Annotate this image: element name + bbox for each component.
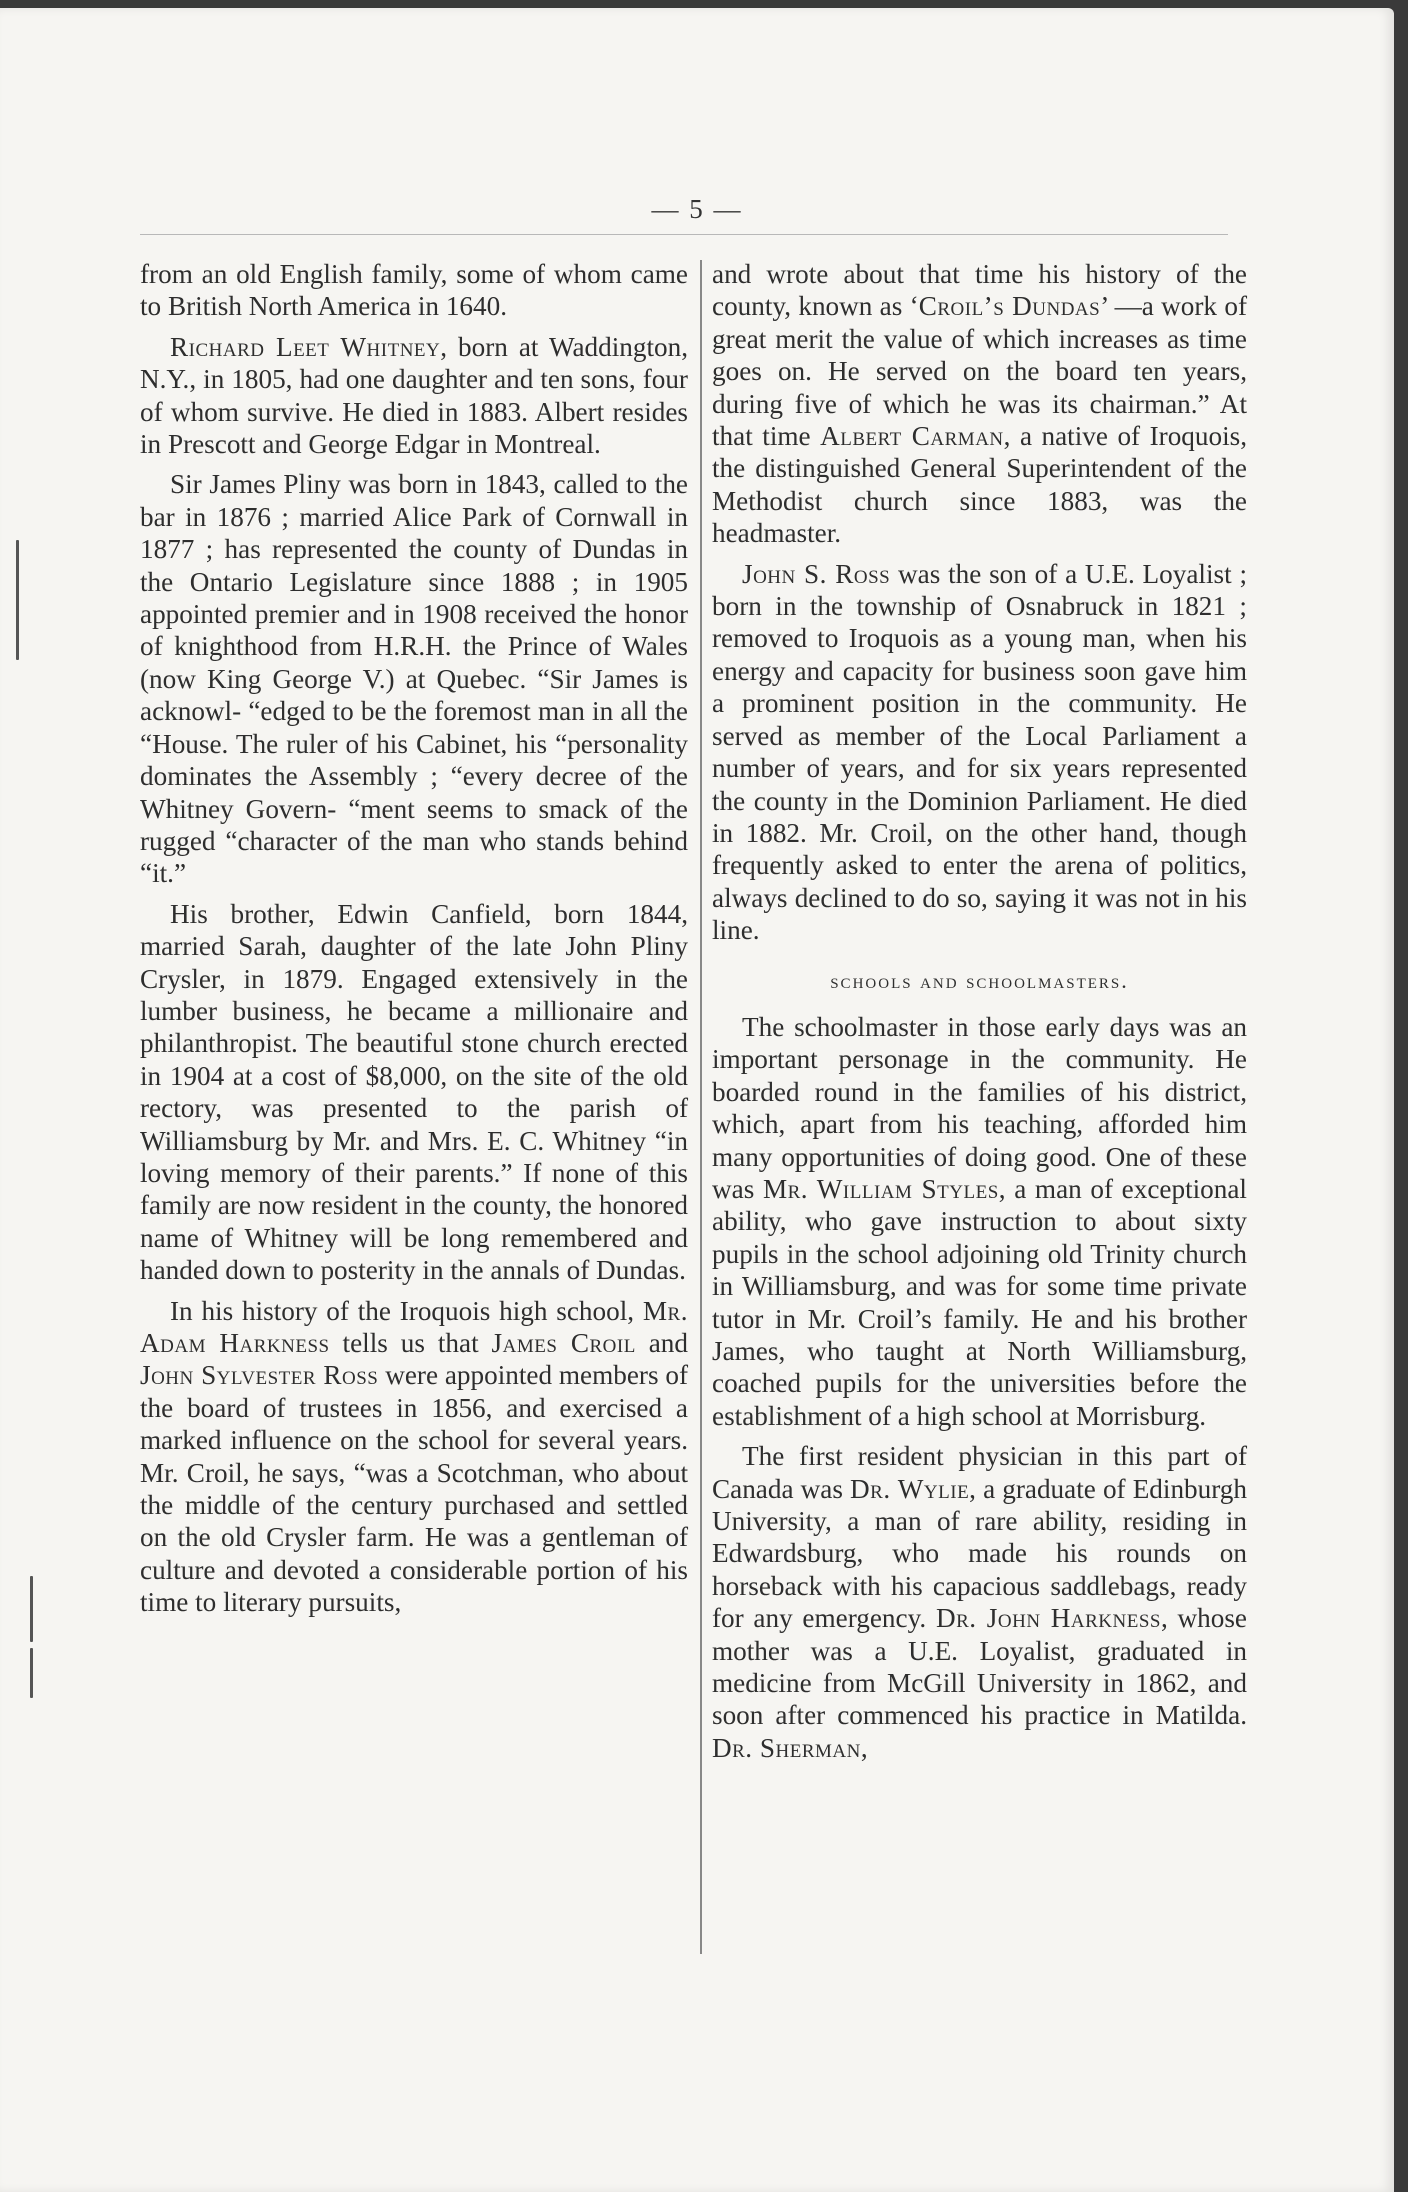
person-name: Albert Carman (820, 421, 1004, 452)
person-name: Mr. Adam Harkness (140, 1295, 688, 1358)
person-name: James Croil (491, 1328, 636, 1358)
paragraph: Sir James Pliny was born in 1843, called to the bar in 1876 ; married Alice Park of Cornwall in 1877 ; has represented the county of Dundas in the Ontario Legislature since 1888 ; in 1905 appointed premier and in 1908 received the honor of knighthood from H.R.H. the Prince of Wales (now King George V.) at Quebec. “Sir James is acknowl- “edged to be the foremost man in all the “House. The ruler of his Cabinet, his “personality dominates the Assembly ; “every decree of the Whitney Govern- “ment seems to smack of the rugged “character of the man who stands behind “it.” (140, 469, 688, 889)
margin-mark (16, 540, 19, 660)
person-name: Dr. John Harkness (935, 1603, 1161, 1634)
book-page (0, 8, 1394, 2192)
column-divider (700, 260, 702, 1954)
paragraph: John S. Ross was the son of a U.E. Loyalist ; born in the township of Osnabruck in 1821 ; removed to Iroquois as a young man, when his energy and capacity for business soon gave him a prominent position in the community. He served as member of the Local Parliament a number of years, and for six years represented the county in the Dominion Parliament. He died in 1882. Mr. Croil, on the other hand, though frequently asked to enter the arena of politics, always declined to do so, saying it was not in his line. (712, 558, 1247, 946)
left-column (140, 258, 688, 1627)
paragraph: The schoolmaster in those early days was an important personage in the community. He boarded round in the families of his district, which, apart from his teaching, afforded him many opportunities of doing good. One of these was Mr. William Styles, a man of exceptional ability, who gave instruction to about sixty pupils in the school adjoining old Trinity church in Williamsburg, and was for some time private tutor in Mr. Croil’s family. He and his brother James, who taught at North Williamsburg, coached pupils for the universities before the establishment of a high school at Morrisburg. (712, 1011, 1247, 1431)
paragraph: His brother, Edwin Canfield, born 1844, married Sarah, daughter of the late John Pliny Crysler, in 1879. Engaged extensively in the lumber business, he became a millionaire and philanthropist. The beautiful stone church erected in 1904 at a cost of $8,000, on the site of the old rectory, was presented to the parish of Williamsburg by Mr. and Mrs. E. C. Whitney “in loving memory of their parents.” If none of this family are now resident in the county, the honored name of Whitney will be long remembered and handed down to posterity in the annals of Dundas. (140, 898, 688, 1286)
book-title: Croil’s Dundas (918, 291, 1101, 322)
right-column (712, 258, 1247, 1772)
person-name: John S. Ross (742, 558, 891, 589)
margin-mark (30, 1576, 33, 1642)
person-name: Mr. William Styles (762, 1173, 999, 1204)
header-rule (140, 234, 1228, 235)
paragraph: from an old English family, some of whom came to British North America in 1640. (140, 259, 688, 322)
person-name: Dr. Wylie (850, 1473, 970, 1504)
margin-mark (30, 1648, 33, 1698)
person-name: Dr. Sherman, (712, 1732, 869, 1763)
paragraph: Richard Leet Whitney, born at Waddington, N.Y., in 1805, had one daughter and ten sons, four of whom survive. He died in 1883. Albert resides in Prescott and George Edgar in Montreal. (140, 331, 688, 460)
section-heading: schools and schoolmasters. (830, 967, 1129, 993)
paragraph: In his history of the Iroquois high school, Mr. Adam Harkness tells us that James Croil and John Sylvester Ross were appointed members of the board of trustees in 1856, and exercised a marked influence on the school for several years. Mr. Croil, he says, “was a Scotchman, who about the middle of the century purchased and settled on the old Crysler farm. He was a gentleman of culture and devoted a considerable portion of his time to literary pursuits, (140, 1295, 689, 1618)
paragraph: The first resident physician in this part of Canada was Dr. Wylie, a graduate of Edinburgh University, a man of rare ability, residing in Edwardsburg, who made his rounds on horseback with his capacious saddlebags, ready for any emergency. Dr. John Harkness, whose mother was a U.E. Loyalist, graduated in medicine from McGill University in 1862, and soon after commenced his practice in Matilda. Dr. Sherman, (712, 1441, 1247, 1763)
paragraph: and wrote about that time his history of the county, known as ‘Croil’s Dundas’ —a work of great merit the value of which increases as time goes on. He served on the board ten years, during five of which he was its chairman.” At that time Albert Carman, a native of Iroquois, the distinguished General Superintendent of the Methodist church since 1883, was the headmaster. (712, 259, 1248, 549)
person-name: Richard Leet Whitney (170, 331, 441, 362)
person-name: John Sylvester Ross (140, 1360, 379, 1391)
page-number: — 5 — (651, 194, 743, 224)
